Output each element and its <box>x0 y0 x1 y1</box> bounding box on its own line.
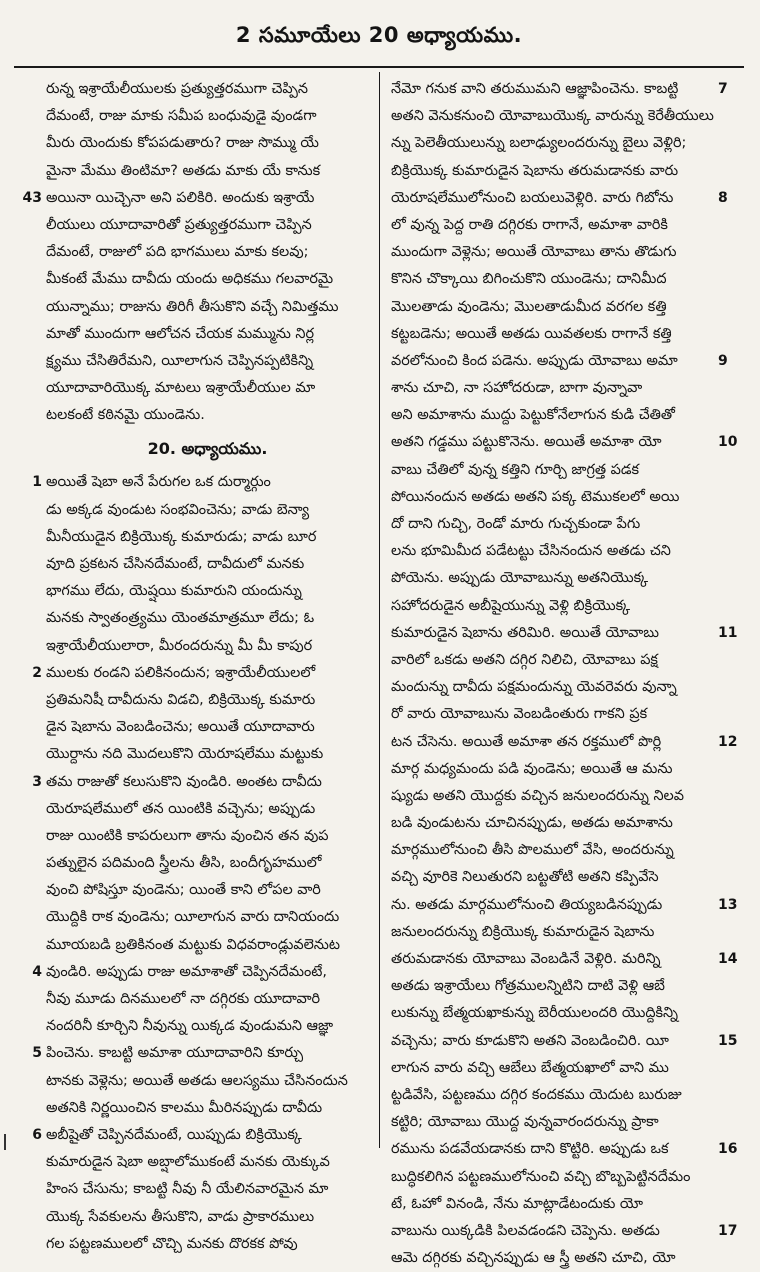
line-text: మీనీయుడైన బిక్రియొక్క కుమారుడు; వాడు బూర <box>46 528 317 545</box>
text-line <box>391 1000 714 1027</box>
text-line <box>46 714 369 741</box>
line-text: తమ రాజుతో కలుసుకొని వుండిరి. అంతట దావీదు <box>46 773 322 790</box>
text-line <box>391 375 714 402</box>
text-line <box>46 524 369 551</box>
verse-number: 13 <box>718 896 738 913</box>
text-line <box>46 796 369 823</box>
margin-mark <box>4 1134 6 1150</box>
page-header <box>14 10 744 68</box>
line-text: మైనా మేము తింటిమా? అతడు మాకు యే కానుక <box>46 162 321 179</box>
text-line <box>391 266 714 293</box>
text-line <box>32 1122 369 1149</box>
line-text: లాగున వారు వచ్చి ఆబేలు బేత్మయఖాలో వాని ము <box>391 1059 669 1076</box>
line-text: ష్యుడు అతని యొద్దకు వచ్చిన జనులందరున్ను నిలవ <box>391 787 684 804</box>
line-text: రున్న ఇశ్రాయేలీయులకు ప్రత్యుత్తరముగా చెప్పిన <box>46 81 308 97</box>
text-line <box>391 892 738 919</box>
text-line <box>391 783 714 810</box>
text-line <box>46 158 369 185</box>
line-text: మార్గ మధ్యమందు పడి వుండెను; అయితే ఆ మను <box>391 760 673 777</box>
verse-number: 15 <box>718 1032 738 1049</box>
line-text: అయితే షెబా అనే పేరుగల ఒక దుర్మార్గుం <box>46 474 271 491</box>
text-line <box>46 932 369 959</box>
line-text: మీరు యెందుకు కోపపడుతారు? రాజు సొమ్ము యే <box>46 135 319 152</box>
verse-number: 12 <box>718 733 738 750</box>
line-text: టే, ఓహో వినండి, నేను మాట్లాడేటందుకు యో <box>391 1195 643 1212</box>
text-line <box>391 973 714 1000</box>
line-text: మూయబడి బ్రతికినంత మట్టుకు విధవరాండ్లువలెనుట <box>46 936 340 953</box>
text-line <box>391 76 728 103</box>
text-line <box>46 687 369 714</box>
text-line <box>46 1068 369 1095</box>
line-text: వుండిరి. అప్పుడు రాజు అమాశాతో చెప్పినదేమంటే, <box>46 963 327 980</box>
text-line <box>391 103 714 130</box>
line-text: యొర్దాను నది మొదలుకొని యెరూషలేము మట్టుకు <box>46 746 324 763</box>
text-line <box>391 212 714 239</box>
text-line <box>46 1095 369 1122</box>
right-column <box>379 76 744 1267</box>
text-line <box>46 239 369 266</box>
left-column <box>14 76 379 1252</box>
line-text: మీకంటే మేము దావీదు యందు అధికము గలవారమై <box>46 271 334 288</box>
line-text: వాబును యిక్కడికి పిలవడండని చెప్పెను. అతడు <box>391 1222 660 1239</box>
page-title: 2 సమూయేలు 20 అధ్యాయము. <box>235 23 523 47</box>
line-text: కొనిన చొక్కాయి బిగించుకొని యుండెను; దానిమీద <box>391 271 667 288</box>
text-line <box>46 130 369 157</box>
line-text: సహోదరుడైన అబీషైయున్ను వెళ్లి బిక్రియొక్క <box>391 597 631 614</box>
text-line <box>391 457 714 484</box>
text-line <box>391 620 738 647</box>
verse-number: 5 <box>32 1045 42 1062</box>
line-text: యెరూషలేములోనుంచి బయలువెళ్లిరి. వారు గిబోను <box>391 189 674 206</box>
line-text: లుకున్ను బేత్మయఖాకున్ను బెరీయులందరి యొద్దికిన్ని <box>391 1005 679 1022</box>
line-text: వచ్చెను; వారు కూడుకొని అతని వెంబడించిరి. యీ <box>391 1032 669 1049</box>
text-line <box>46 877 369 904</box>
text-line <box>22 185 369 212</box>
line-text: డైన షెబాను వెంబడించెను; అయితే యూదావారు <box>46 719 315 736</box>
verse-number: 11 <box>718 624 738 641</box>
line-text: ను. అతడు మార్గములోనుంచి తియ్యబడినప్పుడు <box>391 896 663 913</box>
text-line <box>46 1176 369 1203</box>
line-text: క్ష్యము చేసితిరేమని, యీలాగున చెప్పినప్పటికిన్ని <box>46 352 314 369</box>
text-line <box>391 565 714 592</box>
line-text: కుమారుడైన షెబాను తరిమిరి. అయితే యోవాబు <box>391 624 660 641</box>
text-line <box>32 959 369 986</box>
text-line <box>391 919 714 946</box>
line-text: డు అక్కడ వుండుట సంభవించెను; వాడు బెన్యా <box>46 501 310 518</box>
text-line <box>391 1191 714 1218</box>
text-line <box>46 103 369 130</box>
line-text: ఇశ్రాయేలీయులారా, మీరందరున్ను మీ మీ కాపుర <box>46 637 313 654</box>
verse-number: 14 <box>718 951 738 967</box>
line-text: వుంచి పోషిస్తూ వుండెను; యింతే కాని లోపల వారి <box>46 882 321 899</box>
line-text: గల పట్టణములలో చొచ్చి మనకు దొరకక పోవు <box>46 1235 298 1252</box>
text-line <box>46 348 369 375</box>
verse-number: 4 <box>32 963 42 980</box>
text-line <box>391 701 714 728</box>
text-line <box>391 1082 714 1109</box>
line-text: టానకు వెళ్లెను; అయితే అతడు ఆలస్యము చేసినందున <box>46 1072 348 1089</box>
line-text: బిక్రియొక్క కుమారుడైన షెబాను తరుమడానకు వారు <box>391 162 679 179</box>
text-line <box>46 76 369 103</box>
text-line <box>46 321 369 348</box>
line-text: వచ్చి వూరికె నిలుతురని బట్టతోటి అతని కప్పివేసె <box>391 869 659 886</box>
verse-number: 17 <box>718 1222 738 1239</box>
line-text: అయినా యిచ్చెనా అని పలికిరి. అందుకు ఇశ్రాయే <box>46 189 315 206</box>
text-line <box>46 850 369 877</box>
line-text: కట్టిరి; యోవాబు యొద్ద వున్నవారందరున్ను ప్రాకా <box>391 1114 659 1131</box>
line-text: ప్రతిమనిషీ దావీదును విడచి, బిక్రియొక్క కుమారు <box>46 691 316 708</box>
text-line <box>391 946 738 973</box>
line-text: ముందుగా వెళ్లెను; అయితే యోవాబు తాను తొడుగు <box>391 244 677 261</box>
text-line <box>46 904 369 931</box>
line-text: యొక్క సేవకులను తీసుకొని, వాడు ప్రాకారములు <box>46 1208 315 1225</box>
line-text: టలకంటే కఠినమై యుండెను. <box>46 407 205 424</box>
text-line <box>32 1040 369 1067</box>
text-line <box>391 756 714 783</box>
text-line <box>46 1204 369 1231</box>
line-text: 20. అధ్యాయము. <box>147 439 268 459</box>
text-line <box>391 593 714 620</box>
verse-number: 43 <box>22 189 42 206</box>
line-text: వరలోనుంచి కింద పడెను. అప్పుడు యోవాబు అమా <box>391 352 678 369</box>
line-text: అతడు ఇశ్రాయేలు గోత్రములన్నిటిని దాటి వెళ్లి ఆబే <box>391 978 665 995</box>
text-line <box>391 321 714 348</box>
text-line <box>46 294 369 321</box>
text-line <box>46 375 369 402</box>
text-line <box>391 864 714 891</box>
line-text: జనులందరున్ను బిక్రియొక్క కుమారుడైన షెబాను <box>391 923 655 940</box>
text-line <box>391 484 714 511</box>
line-text: శాను చూచి, నా సహోదరుడా, బాగా వున్నావా <box>391 380 643 397</box>
text-line <box>391 1055 714 1082</box>
line-text: అతనికి నిర్ణయించిన కాలము మీరినప్పుడు దావీదు <box>46 1099 323 1116</box>
bible-page <box>14 10 744 1267</box>
line-text: దో దాని గుచ్చి, రెండో మారు గుచ్చకుండా పేగు <box>391 516 641 532</box>
text-line <box>391 837 714 864</box>
text-line <box>391 294 714 321</box>
line-text: లీయులు యూదావారితో ప్రత్యుత్తరముగా చెప్పిన <box>46 216 312 233</box>
text-line <box>391 1218 738 1245</box>
line-text: కట్టబడెను; అయితే అతడు యివతలకు రాగానే కత్తి <box>391 325 672 342</box>
line-text: భాగము లేదు, యెష్షయి కుమారుని యందున్ను <box>46 583 302 600</box>
text-line <box>391 239 714 266</box>
line-text: నేమో గనుక వాని తరుముమని ఆజ్ఞాపించెను. కాబట్టి <box>391 81 679 97</box>
line-text: అబీషైతో చెప్పినదేమంటే, యిప్పుడు బిక్రియొక్క <box>46 1126 302 1143</box>
line-text: టన చేసెను. అయితే అమాశా తన రక్తములో పొర్లి <box>391 733 662 750</box>
text-line <box>391 130 714 157</box>
line-text: అని అమాశాను ముద్దు పెట్టుకోనేలాగున కుడి చేతితో <box>391 407 675 424</box>
line-text: తరుమడానకు యోవాబు వెంబడినే వెళ్లిరి. మరిన్ని <box>391 951 661 967</box>
line-text: హింస చేసును; కాబట్టి నీవు నీ యేలినవారమైన మా <box>46 1181 329 1198</box>
text-line <box>391 729 738 756</box>
line-text: వారిలో ఒకడు అతని దగ్గిర నిలిచి, యోవాబు పక్ష <box>391 651 658 668</box>
chapter-heading <box>46 429 369 469</box>
text-line <box>391 185 728 212</box>
text-columns <box>14 76 744 1267</box>
line-text: బుద్ధికలిగిన పట్టణములోనుంచి వచ్చి బొబ్బపెట్టినదేమం <box>391 1168 691 1185</box>
line-text: పోయినందున అతడు అతని పక్క టెముకలలో అయి <box>391 488 680 505</box>
verse-number: 8 <box>718 189 728 206</box>
text-line <box>46 1013 369 1040</box>
line-text: పించెను. కాబట్టి అమాశా యూదావారిని కూర్చు <box>46 1045 304 1062</box>
line-text: వూది ప్రకటన చేసినదేమంటే, దావీదులో మనకు <box>46 556 305 572</box>
text-line <box>391 674 714 701</box>
text-line <box>32 769 369 796</box>
line-text: ములకు రండని పలికినందున; ఇశ్రాయేలీయులలో <box>46 664 316 681</box>
line-text: దేమంటే, రాజులో పది భాగములు మాకు కలవు; <box>46 244 309 261</box>
line-text: మార్గములోనుంచి తీసి పొలములో వేసి, అందరున్ను <box>391 842 674 859</box>
text-line <box>46 1149 369 1176</box>
verse-number: 2 <box>32 664 42 681</box>
line-text: మనకు స్వాతంత్ర్యము యెంతమాత్రమూ లేదు; ఓ <box>46 610 315 627</box>
verse-number: 6 <box>32 1126 42 1143</box>
text-line <box>391 810 714 837</box>
verse-number: 1 <box>32 474 42 491</box>
verse-number: 10 <box>718 434 738 451</box>
text-line <box>46 497 369 524</box>
text-line <box>391 1164 714 1191</box>
line-text: మొలతాడు వుండెను; మొలతాడుమీద వరగల కత్తి <box>391 298 667 315</box>
line-text: యొద్దికి రాక వుండెను; యీలాగున వారు దానియందు <box>46 909 340 926</box>
text-line <box>391 1028 738 1055</box>
text-line <box>391 402 714 429</box>
line-text: మందున్ను దావీదు పక్షమందున్ను యెవరెవరు వున్నా <box>391 679 677 696</box>
line-text: నీవు మూడు దినములలో నా దగ్గిరకు యూదావారి <box>46 991 321 1007</box>
verse-number: 3 <box>32 773 42 790</box>
text-line <box>46 986 369 1013</box>
text-line <box>46 633 369 660</box>
text-line <box>46 823 369 850</box>
line-text: అతని గడ్డము పట్టుకొనెను. అయితే అమాశా యో <box>391 434 662 451</box>
text-line <box>46 266 369 293</box>
line-text: పోయెను. అప్పుడు యోవాబున్ను అతనియొక్క <box>391 570 649 587</box>
line-text: యెరూషలేములో తన యింటికి వచ్చెను; అప్పుడు <box>46 800 316 817</box>
line-text: లో వున్న పెద్ద రాతి దగ్గిరకు రాగానే, అమాశా వారికి <box>391 216 668 233</box>
text-line <box>391 158 714 185</box>
line-text: రమును పడవేయడానకు దాని కొట్టిరి. అప్పుడు ఒక <box>391 1141 669 1158</box>
line-text: అతని వెనుకనుంచి యోవాబుయొక్క వారున్ను కెరేతీయులు <box>391 108 714 125</box>
verse-number: 9 <box>718 352 728 369</box>
verse-number: 7 <box>718 81 728 97</box>
text-line <box>391 1245 714 1272</box>
line-text: యున్నాము; రాజును తిరిగీ తీసుకొని వచ్చే నిమిత్తము <box>46 298 339 315</box>
line-text: వాబు చేతిలో వున్న కత్తిని గూర్చి జాగ్రత్త పడక <box>391 461 640 478</box>
text-line <box>46 1231 369 1258</box>
line-text: దేమంటే, రాజు మాకు సమీప బంధువుడై వుండగా <box>46 108 317 125</box>
text-line <box>391 647 714 674</box>
line-text: యూదావారియొక్క మాటలు ఇశ్రాయేలీయుల మా <box>46 380 316 397</box>
text-line <box>46 402 369 429</box>
text-line <box>46 212 369 239</box>
line-text: నందరినీ కూర్చిని నీవున్ను యిక్కడ వుండుమని ఆజ్ఞా <box>46 1018 334 1035</box>
text-line <box>32 469 369 496</box>
line-text: మాతో ముందుగా ఆలోచన చేయక మమ్మును నిర్ల <box>46 325 315 342</box>
text-line <box>391 511 714 538</box>
text-line <box>46 605 369 632</box>
line-text: రో వారు యోవాబును వెంబడింతురు గాకని ప్రక <box>391 706 648 723</box>
text-line <box>391 538 714 565</box>
line-text: బడి వుండుటను చూచినప్పుడు, అతడు అమాశాను <box>391 815 673 832</box>
text-line <box>391 429 738 456</box>
line-text: ఆమె దగ్గిరకు వచ్చినప్పుడు ఆ స్త్రీ అతని చూచి, యో <box>391 1250 676 1267</box>
line-text: కుమారుడైన షెబా అబ్షాలోముకంటే మనకు యెక్కువ <box>46 1154 330 1171</box>
text-line <box>391 1109 714 1136</box>
text-line <box>391 348 728 375</box>
line-text: పత్నులైన పదిమంది స్త్రీలను తీసి, బందీగృహములో <box>46 855 322 872</box>
text-line <box>32 660 369 687</box>
line-text: ట్టడివేసి, పట్టణము దగ్గిర కందకము యెదుట బురుజు <box>391 1086 682 1103</box>
verse-number: 16 <box>718 1141 738 1158</box>
line-text: న్ను పెలెతీయులున్ను బలాఢ్యులందరున్ను బైలు వెళ్లిరి; <box>391 135 687 152</box>
line-text: లను భూమిమీద పడేటట్టు చేసినందున అతడు చని <box>391 543 671 560</box>
text-line <box>46 578 369 605</box>
text-line <box>46 551 369 578</box>
text-line <box>46 741 369 768</box>
line-text: రాజు యింటికి కాపరులుగా తాను వుంచిన తన వుప <box>46 827 329 844</box>
text-line <box>391 1136 738 1163</box>
